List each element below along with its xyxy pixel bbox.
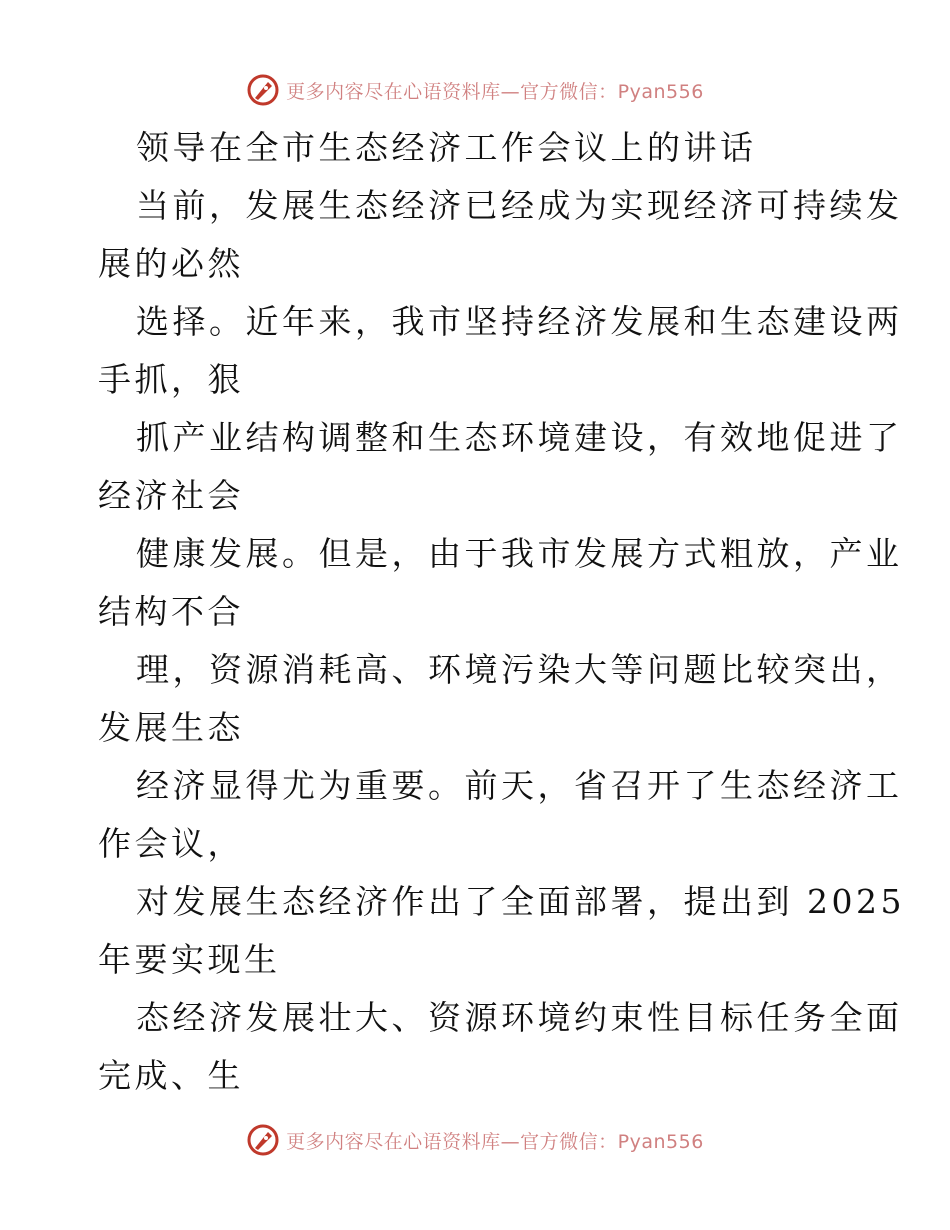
text-line: 对发展生态经济作出了全面部署，提出到 2025 [136,882,905,921]
text-line: 年要实现生 [98,940,281,979]
text-line: 经济显得尤为重要。前天，省召开了生态经济工 [136,766,903,805]
text-line: 结构不合 [98,592,244,631]
pen-nib-circle-icon [246,1123,280,1157]
text-line: 态经济发展壮大、资源环境约束性目标任务全面 [136,998,903,1037]
text-line: 发展生态 [98,708,244,747]
watermark-text: 更多内容尽在心语资料库—官方微信：Pyan556 [286,80,704,103]
text-line: 抓产业结构调整和生态环境建设，有效地促进了 [136,418,903,457]
watermark-text: 更多内容尽在心语资料库—官方微信：Pyan556 [286,1130,704,1153]
text-line: 作会议， [98,824,244,863]
text-line: 完成、生 [98,1056,244,1095]
watermark-banner-bottom [0,1120,950,1160]
text-line: 健康发展。但是，由于我市发展方式粗放，产业 [136,534,903,573]
text-line: 展的必然 [98,244,244,283]
text-line: 当前，发展生态经济已经成为实现经济可持续发 [136,186,903,225]
document-title: 领导在全市生态经济工作会议上的讲话 [136,128,757,167]
text-line: 手抓，狠 [98,360,244,399]
pen-nib-circle-icon [246,73,280,107]
watermark-banner-top [0,70,950,110]
text-line: 选择。近年来，我市坚持经济发展和生态建设两 [136,302,903,341]
text-line: 经济社会 [98,476,244,515]
text-line: 理，资源消耗高、环境污染大等问题比较突出， [136,650,903,689]
